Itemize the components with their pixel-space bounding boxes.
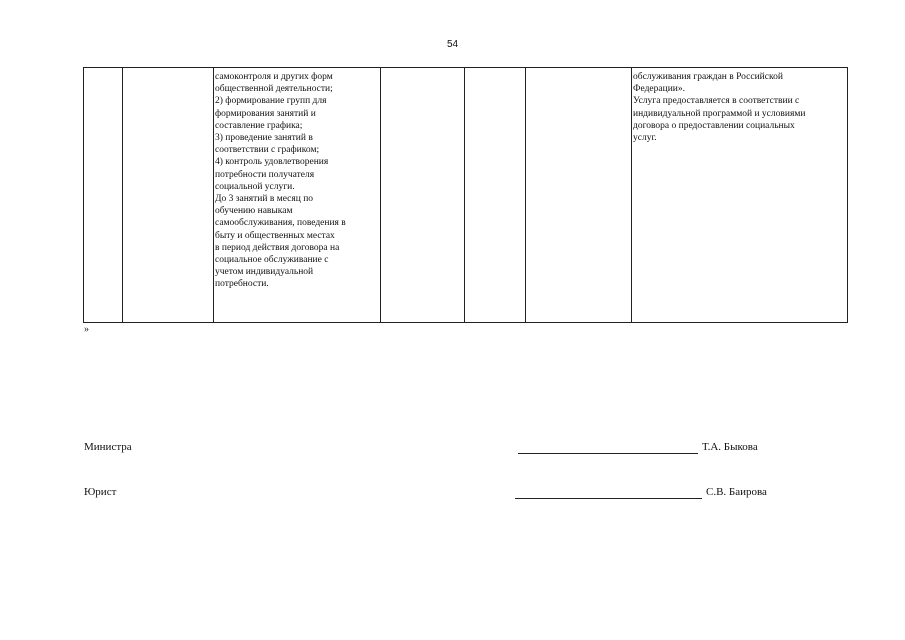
table-cell-col4 — [381, 68, 465, 323]
signature-title-minister: Министра — [84, 441, 132, 453]
signature-line-lawyer — [515, 498, 702, 499]
table-row — [84, 68, 848, 323]
table-cell-conditions: обслуживания граждан в Российской Федерации». Услуга предоставляется в соответствии с индивидуальной программой и условиями договора о предоставлении социальных услуг. — [632, 68, 848, 323]
table-cell-col5 — [465, 68, 526, 323]
signature-title-lawyer: Юрист — [84, 486, 117, 498]
closing-quote: » — [84, 324, 89, 335]
signature-line-minister — [518, 453, 698, 454]
table-cell-number — [84, 68, 123, 323]
table-cell-service-name — [123, 68, 214, 323]
table-cell-description: самоконтроля и других форм общественной деятельности; 2) формирование групп для формирования занятий и составление графика; 3) проведение занятий в соответствии с графиком; 4) контроль удовлетворения потребности получателя социальной услуги. До 3 занятий в месяц по обучению навыкам самообслуживания, поведения в быту и общественных местах в период действия договора на социальное обслуживание с учетом индивидуальной потребности. — [214, 68, 381, 323]
services-table — [83, 67, 848, 323]
page-number: 54 — [446, 39, 459, 50]
table-cell-col6 — [526, 68, 632, 323]
signature-name-minister: Т.А. Быкова — [702, 441, 758, 453]
signature-name-lawyer: С.В. Баирова — [706, 486, 767, 498]
